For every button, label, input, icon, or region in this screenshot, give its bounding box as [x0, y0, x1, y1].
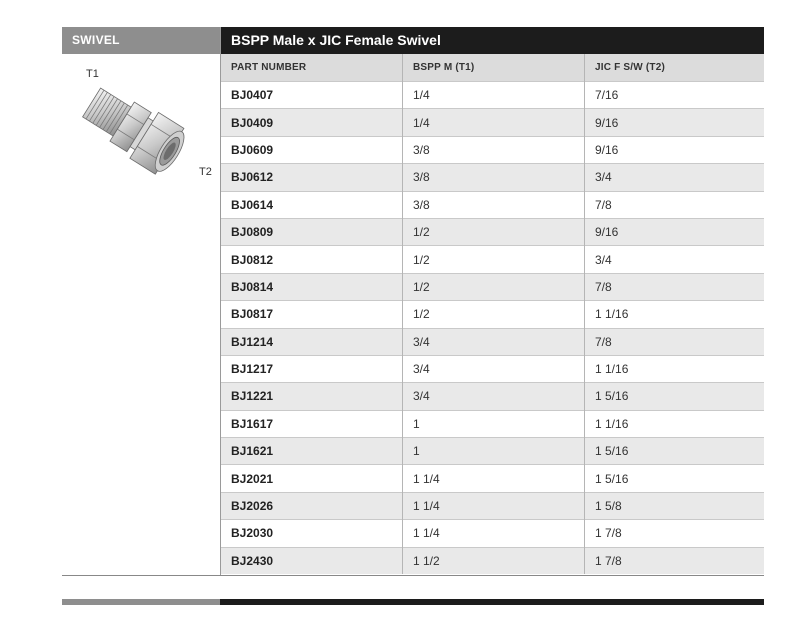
t2-size-cell: 7/16	[585, 82, 765, 109]
part-number-cell: BJ0609	[221, 136, 403, 163]
section-tab: SWIVEL	[62, 27, 220, 54]
part-number-cell: BJ1621	[221, 438, 403, 465]
t1-label: T1	[86, 68, 99, 80]
table-row	[221, 191, 764, 218]
table-row	[221, 164, 764, 191]
part-number-cell: BJ1617	[221, 410, 403, 437]
t2-size-cell: 1 5/16	[585, 383, 765, 410]
table-row	[221, 301, 764, 328]
spec-table-panel	[221, 27, 764, 574]
t2-size-cell: 1 1/16	[585, 355, 765, 382]
part-number-cell: BJ1214	[221, 328, 403, 355]
part-number-cell: BJ0809	[221, 218, 403, 245]
table-row	[221, 547, 764, 574]
swivel-fitting-icon	[62, 54, 220, 194]
t2-size-cell: 1 5/16	[585, 438, 765, 465]
table-header-row	[221, 54, 764, 82]
t1-size-cell: 1/2	[403, 246, 585, 273]
t1-size-cell: 3/4	[403, 383, 585, 410]
t1-size-cell: 1	[403, 438, 585, 465]
table-row	[221, 136, 764, 163]
t2-size-cell: 7/8	[585, 328, 765, 355]
table-row	[221, 246, 764, 273]
t2-size-cell: 1 7/8	[585, 547, 765, 574]
t1-size-cell: 1/2	[403, 273, 585, 300]
t2-size-cell: 1 1/16	[585, 410, 765, 437]
table-row	[221, 492, 764, 519]
footer-bar	[62, 599, 764, 605]
part-number-cell: BJ1221	[221, 383, 403, 410]
t1-size-cell: 3/4	[403, 328, 585, 355]
t2-size-cell: 9/16	[585, 109, 765, 136]
t1-size-cell: 1	[403, 410, 585, 437]
part-number-cell: BJ0612	[221, 164, 403, 191]
t2-size-cell: 3/4	[585, 246, 765, 273]
part-number-cell: BJ1217	[221, 355, 403, 382]
t1-size-cell: 3/8	[403, 136, 585, 163]
t1-size-cell: 3/8	[403, 164, 585, 191]
header-part-number: PART NUMBER	[221, 54, 403, 82]
t1-size-cell: 1 1/4	[403, 465, 585, 492]
spec-table	[221, 54, 764, 574]
table-row	[221, 218, 764, 245]
t2-size-cell: 1 1/16	[585, 301, 765, 328]
t1-size-cell: 3/8	[403, 191, 585, 218]
part-number-cell: BJ0814	[221, 273, 403, 300]
t2-size-cell: 9/16	[585, 218, 765, 245]
part-number-cell: BJ0409	[221, 109, 403, 136]
table-row	[221, 273, 764, 300]
t2-size-cell: 1 5/8	[585, 492, 765, 519]
table-row	[221, 465, 764, 492]
t1-size-cell: 1/2	[403, 218, 585, 245]
part-number-cell: BJ0407	[221, 82, 403, 109]
t1-size-cell: 1/2	[403, 301, 585, 328]
t1-size-cell: 1 1/4	[403, 492, 585, 519]
t1-size-cell: 1/4	[403, 82, 585, 109]
table-row	[221, 328, 764, 355]
part-number-cell: BJ2030	[221, 520, 403, 547]
t2-size-cell: 9/16	[585, 136, 765, 163]
part-number-cell: BJ2430	[221, 547, 403, 574]
footer-bar-dark	[220, 599, 764, 605]
part-number-cell: BJ0817	[221, 301, 403, 328]
table-row	[221, 438, 764, 465]
part-number-cell: BJ2021	[221, 465, 403, 492]
t2-size-cell: 3/4	[585, 164, 765, 191]
t1-size-cell: 1 1/2	[403, 547, 585, 574]
table-row	[221, 355, 764, 382]
part-number-cell: BJ0614	[221, 191, 403, 218]
header-jic-f: JIC F S/W (T2)	[585, 54, 765, 82]
t2-size-cell: 7/8	[585, 273, 765, 300]
table-row	[221, 520, 764, 547]
part-number-cell: BJ0812	[221, 246, 403, 273]
t1-size-cell: 1/4	[403, 109, 585, 136]
table-row	[221, 383, 764, 410]
t2-label: T2	[199, 166, 212, 178]
t2-size-cell: 1 7/8	[585, 520, 765, 547]
product-image-column	[62, 27, 221, 576]
section-divider	[62, 575, 764, 576]
table-row	[221, 109, 764, 136]
t2-size-cell: 1 5/16	[585, 465, 765, 492]
t1-size-cell: 1 1/4	[403, 520, 585, 547]
t2-size-cell: 7/8	[585, 191, 765, 218]
product-title: BSPP Male x JIC Female Swivel	[221, 27, 764, 54]
table-row	[221, 82, 764, 109]
footer-bar-grey	[62, 599, 220, 605]
part-number-cell: BJ2026	[221, 492, 403, 519]
header-bspp-m: BSPP M (T1)	[403, 54, 585, 82]
table-row	[221, 410, 764, 437]
fitting-image	[62, 54, 220, 194]
t1-size-cell: 3/4	[403, 355, 585, 382]
